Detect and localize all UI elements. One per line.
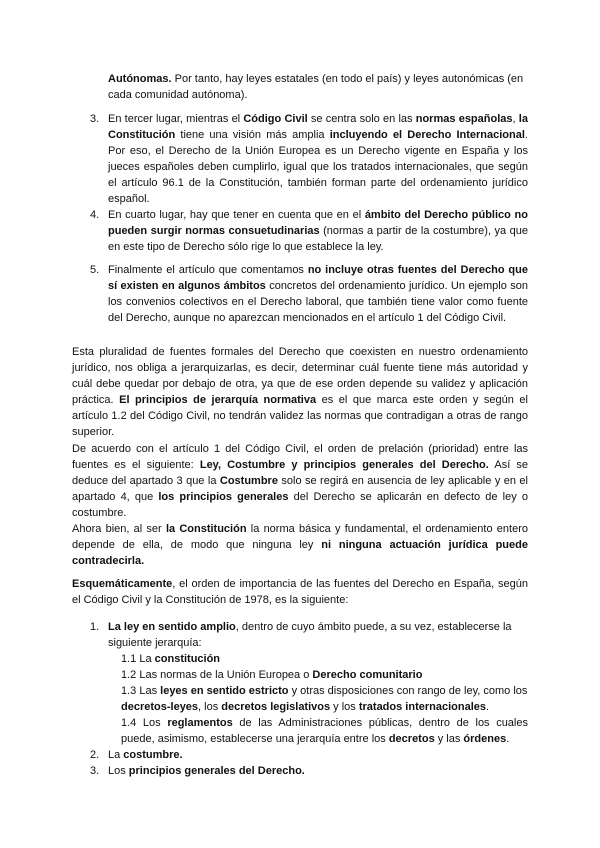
list-number: 3.	[90, 765, 100, 777]
list-item-3: En tercer lugar, mientras el Código Civil se centra solo en las normas españolas, la Constitución tiene una visión más amplia incluyendo el Derecho Internacional. Por eso, el Derecho de la Unión Europea es un Derecho vigente en España y los jueces españoles deben cumplirlo, igual que los tratados internacionales, que según el artículo 96.1 de la Constitución, también forman parte del ordenamiento jurídico español.	[108, 113, 528, 205]
paragraph-constitucion: Ahora bien, al ser la Constitución la norma básica y fundamental, el ordenamiento entero depende de ella, de modo que ninguna ley ni ninguna actuación jurídica puede contradecirla.	[72, 523, 528, 567]
paragraph-jerarquia: Esta pluralidad de fuentes formales del Derecho que coexisten en nuestro ordenamiento jurídico, nos obliga a jerarquizarlas, es decir, determinar cuál fuente tiene más autoridad y cuál debe quedar por debajo de otra, ya que de ese orden depende su validez y aplicación práctica. El principios de jerarquía normativa es el que marca este orden y según el artículo 1.2 del Código Civil, no tendrán validez las normas que contradigan a otras de rango superior.	[72, 346, 528, 438]
paragraph-prelacion: De acuerdo con el artículo 1 del Código Civil, el orden de prelación (prioridad) entre las fuentes es el siguiente: Ley, Costumbre y principios generales del Derecho. Así se deduce del apartado 3 que la Costumbre solo se regirá en ausencia de ley aplicable y en el apartado 4, que los principios generales del Derecho se aplicarán en defecto de ley o costumbre.	[72, 443, 528, 519]
list-number: 1.	[90, 621, 100, 633]
hierarchy-subitem-1-2: 1.2 Las normas de la Unión Europea o Derecho comunitario	[121, 669, 423, 681]
list-number: 5.	[90, 264, 100, 276]
hierarchy-item-1: La ley en sentido amplio, dentro de cuyo ámbito puede, a su vez, establecerse la siguiente jerarquía:	[108, 621, 512, 649]
list-item-4: En cuarto lugar, hay que tener en cuenta que en el ámbito del Derecho público no pueden surgir normas consuetudinarias (normas a partir de la costumbre), ya que en este tipo de Derecho sólo rige lo que establece la ley.	[108, 209, 528, 253]
list-number: 4.	[90, 209, 100, 221]
hierarchy-subitem-1-1: 1.1 La constitución	[121, 653, 221, 665]
list-number: 3.	[90, 113, 100, 125]
list-number: 2.	[90, 749, 100, 761]
hierarchy-subitem-1-4: 1.4 Los reglamentos de las Administraciones públicas, dentro de los cuales puede, asimismo, establecerse una jerarquía entre los decretos y las órdenes.	[121, 717, 528, 745]
hierarchy-item-3: Los principios generales del Derecho.	[108, 765, 305, 777]
hierarchy-item-2: La costumbre.	[108, 749, 183, 761]
list-item-5: Finalmente el artículo que comentamos no incluye otras fuentes del Derecho que sí existen en algunos ámbitos concretos del ordenamiento jurídico. Un ejemplo son los convenios colectivos en el Derecho laboral, que también tiene valor como fuente del Derecho, aunque no aparezcan mencionados en el artículo 1 del Código Civil.	[108, 264, 528, 324]
paragraph-esquema: Esquemáticamente, el orden de importancia de las fuentes del Derecho en España, según el Código Civil y la Constitución de 1978, es la siguiente:	[72, 578, 528, 606]
bold-text: Autónomas.	[108, 73, 172, 85]
hierarchy-subitem-1-3: 1.3 Las leyes en sentido estricto y otras disposiciones con rango de ley, como los decretos-leyes, los decretos legislativos y los tratados internacionales.	[121, 685, 528, 713]
intro-continuation: Autónomas. Por tanto, hay leyes estatales (en todo el país) y leyes autonómicas (en cada comunidad autónoma).	[108, 73, 524, 101]
